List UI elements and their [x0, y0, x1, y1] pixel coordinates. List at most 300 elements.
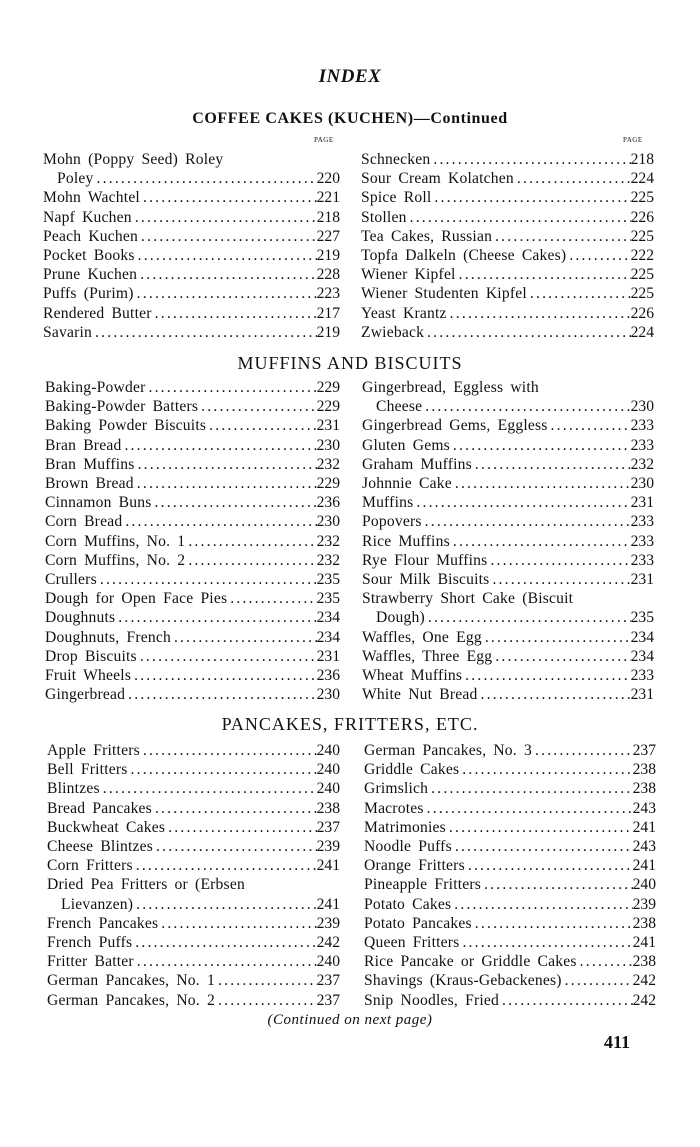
entry-page: 219 — [316, 323, 340, 341]
entry-page: 237 — [316, 991, 340, 1009]
page-column-label-right: PAGE — [623, 136, 643, 144]
index-entry — [47, 799, 340, 818]
index-entry — [47, 837, 340, 856]
dot-leader — [215, 971, 317, 990]
dot-leader — [422, 512, 631, 531]
entry-page: 238 — [632, 780, 656, 798]
entry-name: Waffles, One Egg — [362, 628, 482, 646]
index-entry — [45, 551, 340, 570]
entry-page: 231 — [630, 686, 654, 704]
dot-leader — [135, 246, 317, 265]
entry-name: Rye Flour Muffins — [362, 551, 488, 569]
index-entry — [364, 991, 656, 1010]
dot-leader — [132, 208, 317, 227]
entry-name: German Pancakes, No. 2 — [47, 991, 215, 1009]
dot-leader — [137, 647, 317, 666]
entry-name: Shavings (Kraus-Gebackenes) — [364, 972, 562, 990]
index-entry — [362, 455, 654, 474]
entry-page: 241 — [632, 934, 656, 952]
entry-name: Gluten Gems — [362, 436, 450, 454]
entry-page: 233 — [630, 667, 654, 685]
index-entry — [45, 685, 340, 704]
entry-page: 239 — [632, 895, 656, 913]
index-entry — [47, 760, 340, 779]
index-entry — [361, 227, 654, 246]
entry-page: 243 — [632, 838, 656, 856]
index-entry — [45, 416, 340, 435]
entry-name: Spice Roll — [361, 189, 432, 207]
dot-leader — [527, 284, 631, 303]
entry-name: Snip Noodles, Fried — [364, 991, 499, 1009]
dot-leader — [424, 323, 631, 342]
entry-name: Popovers — [362, 513, 422, 531]
entry-page: 225 — [630, 285, 654, 303]
coffee-cakes-right-column — [361, 150, 654, 342]
entry-name: Fritter Batter — [47, 953, 134, 971]
entry-page: 230 — [316, 513, 340, 531]
dot-leader — [158, 914, 316, 933]
dot-leader — [562, 971, 633, 990]
entry-name: Dried Pea Fritters or (Erbsen — [47, 876, 245, 894]
entry-page: 241 — [632, 857, 656, 875]
index-entry — [362, 628, 654, 647]
entry-name-continuation: Lievanzen) — [61, 895, 134, 913]
entry-name: Yeast Krantz — [361, 304, 447, 322]
index-entry — [364, 933, 656, 952]
entry-page: 241 — [316, 857, 340, 875]
index-entry — [364, 914, 656, 933]
entry-name: Blintzes — [47, 780, 100, 798]
dot-leader — [145, 378, 316, 397]
index-entry — [47, 895, 340, 914]
dot-leader — [447, 304, 631, 323]
dot-leader — [153, 837, 317, 856]
entry-page: 229 — [316, 379, 340, 396]
entry-name: Baking Powder Biscuits — [45, 417, 207, 435]
dot-leader — [478, 685, 631, 704]
entry-page: 234 — [316, 609, 340, 627]
dot-leader — [97, 570, 317, 589]
entry-name: Schnecken — [361, 151, 431, 168]
index-entry — [362, 685, 654, 704]
index-entry — [364, 837, 656, 856]
index-entry — [364, 856, 656, 875]
index-entry — [45, 436, 340, 455]
index-entry — [45, 512, 340, 531]
entry-page: 224 — [630, 170, 654, 188]
dot-leader — [137, 265, 316, 284]
dot-leader — [472, 914, 633, 933]
entry-name: Mohn (Poppy Seed) Roley — [43, 151, 224, 168]
entry-name-continuation: Poley — [57, 170, 94, 188]
entry-page: 235 — [316, 590, 340, 608]
entry-name: Gingerbread, Eggless with — [362, 379, 539, 396]
index-entry — [362, 551, 654, 570]
entry-page: 233 — [630, 417, 654, 435]
entry-page: 238 — [632, 914, 656, 932]
index-entry — [364, 952, 656, 971]
dot-leader — [206, 416, 316, 435]
entry-page: 225 — [630, 266, 654, 284]
dot-leader — [131, 666, 317, 685]
dot-leader — [134, 284, 317, 303]
entry-name: Graham Muffins — [362, 455, 472, 473]
entry-name: Corn Muffins, No. 1 — [45, 532, 186, 550]
index-entry — [45, 608, 340, 627]
index-entry — [43, 246, 340, 265]
entry-page: 231 — [316, 647, 340, 665]
dot-leader — [422, 397, 630, 416]
entry-name: Wheat Muffins — [362, 667, 463, 685]
dot-leader — [450, 436, 631, 455]
index-entry — [47, 952, 340, 971]
index-entry — [361, 188, 654, 207]
index-entry — [361, 150, 654, 169]
muffins-right-column — [362, 378, 654, 704]
dot-leader — [489, 570, 630, 589]
dot-leader — [413, 493, 630, 512]
dot-leader — [227, 589, 316, 608]
entry-name: Bread Pancakes — [47, 799, 152, 817]
dot-leader — [185, 551, 316, 570]
entry-name: Queen Fritters — [364, 934, 460, 952]
dot-leader — [492, 647, 630, 666]
entry-name: Griddle Cakes — [364, 761, 460, 779]
entry-page: 230 — [630, 398, 654, 416]
entry-name: Puffs (Purim) — [43, 285, 134, 303]
dot-leader — [121, 436, 316, 455]
dot-leader — [481, 875, 633, 894]
entry-name: Prune Kuchen — [43, 266, 138, 284]
entry-name-continuation: Cheese — [376, 398, 423, 416]
entry-page: 230 — [316, 436, 340, 454]
entry-name: Fruit Wheels — [45, 667, 132, 685]
entry-name: Bell Fritters — [47, 761, 128, 779]
entry-name: Macrotes — [364, 799, 424, 817]
dot-leader — [134, 952, 317, 971]
dot-leader — [407, 208, 631, 227]
entry-page: 236 — [316, 494, 340, 512]
entry-name: French Pancakes — [47, 914, 159, 932]
index-entry — [364, 895, 656, 914]
entry-page: 238 — [632, 761, 656, 779]
index-entry — [45, 589, 340, 608]
entry-page: 234 — [630, 647, 654, 665]
entry-page: 231 — [630, 571, 654, 589]
entry-page: 239 — [316, 838, 340, 856]
entry-page: 231 — [316, 417, 340, 435]
index-entry — [364, 741, 656, 760]
entry-name: Wiener Kipfel — [361, 266, 456, 284]
entry-page: 219 — [316, 247, 340, 265]
dot-leader — [134, 474, 317, 493]
entry-name: Bran Bread — [45, 436, 122, 454]
entry-page: 237 — [632, 742, 656, 759]
index-entry — [362, 474, 654, 493]
dot-leader — [465, 856, 633, 875]
continued-note: (Continued on next page) — [267, 1012, 433, 1028]
entry-name: Johnnie Cake — [362, 475, 452, 493]
index-entry — [361, 284, 654, 303]
dot-leader — [128, 760, 317, 779]
entry-page: 232 — [316, 532, 340, 550]
entry-name: Zwieback — [361, 323, 425, 341]
entry-name: Pocket Books — [43, 247, 135, 265]
index-entry — [362, 397, 654, 416]
entry-name: Grimslich — [364, 780, 429, 798]
dot-leader — [462, 666, 630, 685]
dot-leader — [165, 818, 316, 837]
index-entry — [43, 169, 340, 188]
dot-leader — [138, 227, 317, 246]
dot-leader — [431, 188, 630, 207]
entry-name: Apple Fritters — [47, 742, 140, 759]
entry-page: 229 — [316, 398, 340, 416]
entry-name: Rice Muffins — [362, 532, 450, 550]
entry-name: Drop Biscuits — [45, 647, 137, 665]
entry-name: Tea Cakes, Russian — [361, 227, 493, 245]
dot-leader — [425, 608, 631, 627]
entry-name: Rendered Butter — [43, 304, 152, 322]
index-entry — [364, 779, 656, 798]
entry-page: 237 — [316, 818, 340, 836]
entry-name: Gingerbread — [45, 686, 126, 704]
entry-page: 233 — [630, 551, 654, 569]
index-entry — [43, 265, 340, 284]
entry-page: 240 — [316, 742, 340, 759]
entry-page: 232 — [630, 455, 654, 473]
page-column-label-left: PAGE — [314, 136, 334, 144]
entry-name: Matrimonies — [364, 818, 446, 836]
entry-name: Sour Milk Biscuits — [362, 571, 490, 589]
entry-name: Gingerbread Gems, Eggless — [362, 417, 548, 435]
entry-name: French Puffs — [47, 934, 133, 952]
entry-name: Stollen — [361, 208, 407, 226]
entry-name: Savarin — [43, 323, 93, 341]
page-number: 411 — [604, 1032, 631, 1052]
entry-name: Topfa Dalkeln (Cheese Cakes) — [361, 247, 567, 265]
entry-name: Baking-Powder Batters — [45, 398, 199, 416]
index-entry — [47, 779, 340, 798]
index-entry — [362, 436, 654, 455]
index-entry — [45, 493, 340, 512]
index-entry — [47, 991, 340, 1010]
dot-leader — [100, 779, 317, 798]
entry-page: 241 — [316, 895, 340, 913]
dot-leader — [492, 227, 631, 246]
dot-leader — [132, 933, 316, 952]
entry-name: Orange Fritters — [364, 857, 465, 875]
dot-leader — [140, 188, 317, 207]
entry-page: 230 — [316, 686, 340, 704]
index-entry — [43, 284, 340, 303]
dot-leader — [446, 818, 633, 837]
entry-name: Napf Kuchen — [43, 208, 132, 226]
entry-page: 233 — [630, 532, 654, 550]
index-entry — [45, 666, 340, 685]
index-entry — [45, 570, 340, 589]
dot-leader — [514, 169, 631, 188]
dot-leader — [430, 150, 630, 169]
entry-page: 240 — [316, 780, 340, 798]
index-entry — [361, 246, 654, 265]
entry-page: 232 — [316, 455, 340, 473]
dot-leader — [482, 628, 631, 647]
entry-name: German Pancakes, No. 3 — [364, 742, 532, 759]
entry-name: Baking-Powder — [45, 379, 146, 396]
dot-leader — [133, 856, 317, 875]
entry-name: Pineapple Fritters — [364, 876, 482, 894]
entry-page: 232 — [316, 551, 340, 569]
index-entry — [362, 512, 654, 531]
dot-leader — [171, 628, 317, 647]
entry-page: 227 — [316, 227, 340, 245]
coffee-cakes-left-column — [43, 150, 340, 342]
index-entry — [364, 971, 656, 990]
entry-name: Potato Pancakes — [364, 914, 472, 932]
dot-leader — [532, 741, 633, 760]
entry-name: Dough for Open Face Pies — [45, 590, 228, 608]
entry-name: Bran Muffins — [45, 455, 135, 473]
index-entry — [362, 608, 654, 627]
dot-leader — [472, 455, 631, 474]
index-entry — [45, 455, 340, 474]
entry-page: 242 — [632, 972, 656, 990]
index-entry — [362, 493, 654, 512]
dot-leader — [135, 455, 317, 474]
entry-page: 231 — [630, 494, 654, 512]
index-entry — [364, 799, 656, 818]
entry-page: 235 — [630, 609, 654, 627]
dot-leader — [424, 799, 633, 818]
index-entry — [43, 304, 340, 323]
index-entry — [47, 914, 340, 933]
entry-name: Doughnuts — [45, 609, 116, 627]
entry-name: Crullers — [45, 571, 97, 589]
dot-leader — [92, 323, 317, 342]
pancakes-right-column — [364, 741, 656, 1010]
dot-leader — [122, 512, 316, 531]
entry-name: Mohn Wachtel — [43, 189, 140, 207]
entry-name: Buckwheat Cakes — [47, 818, 166, 836]
entry-page: 238 — [316, 799, 340, 817]
entry-page: 229 — [316, 475, 340, 493]
dot-leader — [152, 799, 317, 818]
dot-leader — [185, 532, 316, 551]
dot-leader — [450, 532, 631, 551]
entry-page: 240 — [632, 876, 656, 894]
index-entry — [364, 875, 656, 894]
entry-name: Doughnuts, French — [45, 628, 171, 646]
section-heading-muffins: MUFFINS AND BISCUITS — [237, 353, 463, 373]
entry-page: 224 — [630, 323, 654, 341]
entry-page: 239 — [316, 914, 340, 932]
entry-page: 228 — [316, 266, 340, 284]
index-entry-first-line — [362, 378, 654, 397]
entry-page: 243 — [632, 799, 656, 817]
index-entry — [45, 474, 340, 493]
entry-name: Sour Cream Kolatchen — [361, 170, 514, 188]
index-entry — [361, 169, 654, 188]
index-entry — [362, 416, 654, 435]
entry-name: Brown Bread — [45, 475, 134, 493]
dot-leader — [548, 416, 631, 435]
dot-leader — [452, 837, 633, 856]
dot-leader — [115, 608, 316, 627]
entry-name: White Nut Bread — [362, 686, 478, 704]
index-entry-first-line — [43, 150, 340, 169]
index-entry — [45, 647, 340, 666]
entry-name: Rice Pancake or Griddle Cakes — [364, 953, 577, 971]
index-entry — [47, 741, 340, 760]
entry-name: Strawberry Short Cake (Biscuit — [362, 590, 574, 608]
dot-leader — [452, 474, 631, 493]
index-entry — [364, 760, 656, 779]
section-heading-coffee-cakes: COFFEE CAKES (KUCHEN)—Continued — [192, 110, 508, 127]
index-entry — [361, 304, 654, 323]
entry-page: 226 — [630, 208, 654, 226]
dot-leader — [152, 304, 317, 323]
dot-leader — [577, 952, 633, 971]
entry-page: 233 — [630, 436, 654, 454]
index-entry — [362, 666, 654, 685]
dot-leader — [428, 779, 632, 798]
entry-page: 234 — [630, 628, 654, 646]
index-entry — [362, 532, 654, 551]
index-entry — [43, 227, 340, 246]
dot-leader — [499, 991, 633, 1010]
entry-page: 237 — [316, 972, 340, 990]
index-entry — [43, 208, 340, 227]
entry-page: 230 — [630, 475, 654, 493]
entry-page: 235 — [316, 571, 340, 589]
dot-leader — [140, 741, 317, 760]
index-entry — [362, 570, 654, 589]
dot-leader — [152, 493, 317, 512]
index-entry — [361, 208, 654, 227]
entry-name: Waffles, Three Egg — [362, 647, 493, 665]
entry-name: Muffins — [362, 494, 414, 512]
index-entry-first-line — [47, 875, 340, 894]
dot-leader — [566, 246, 630, 265]
entry-page: 238 — [632, 953, 656, 971]
muffins-left-column — [45, 378, 340, 704]
entry-name: Potato Cakes — [364, 895, 452, 913]
entry-page: 225 — [630, 227, 654, 245]
index-entry — [43, 188, 340, 207]
index-entry — [47, 933, 340, 952]
entry-page: 233 — [630, 513, 654, 531]
entry-page: 242 — [316, 934, 340, 952]
entry-page: 242 — [632, 991, 656, 1009]
index-entry — [45, 397, 340, 416]
dot-leader — [451, 895, 632, 914]
dot-leader — [215, 991, 317, 1010]
entry-page: 234 — [316, 628, 340, 646]
index-entry-first-line — [362, 589, 654, 608]
index-entry — [45, 532, 340, 551]
dot-leader — [459, 760, 632, 779]
entry-name: Peach Kuchen — [43, 227, 139, 245]
entry-page: 240 — [316, 953, 340, 971]
entry-name: Cheese Blintzes — [47, 838, 154, 856]
entry-page: 241 — [632, 818, 656, 836]
entry-page: 218 — [630, 151, 654, 168]
entry-page: 217 — [316, 304, 340, 322]
entry-name: Noodle Puffs — [364, 838, 452, 856]
dot-leader — [459, 933, 632, 952]
entry-page: 240 — [316, 761, 340, 779]
